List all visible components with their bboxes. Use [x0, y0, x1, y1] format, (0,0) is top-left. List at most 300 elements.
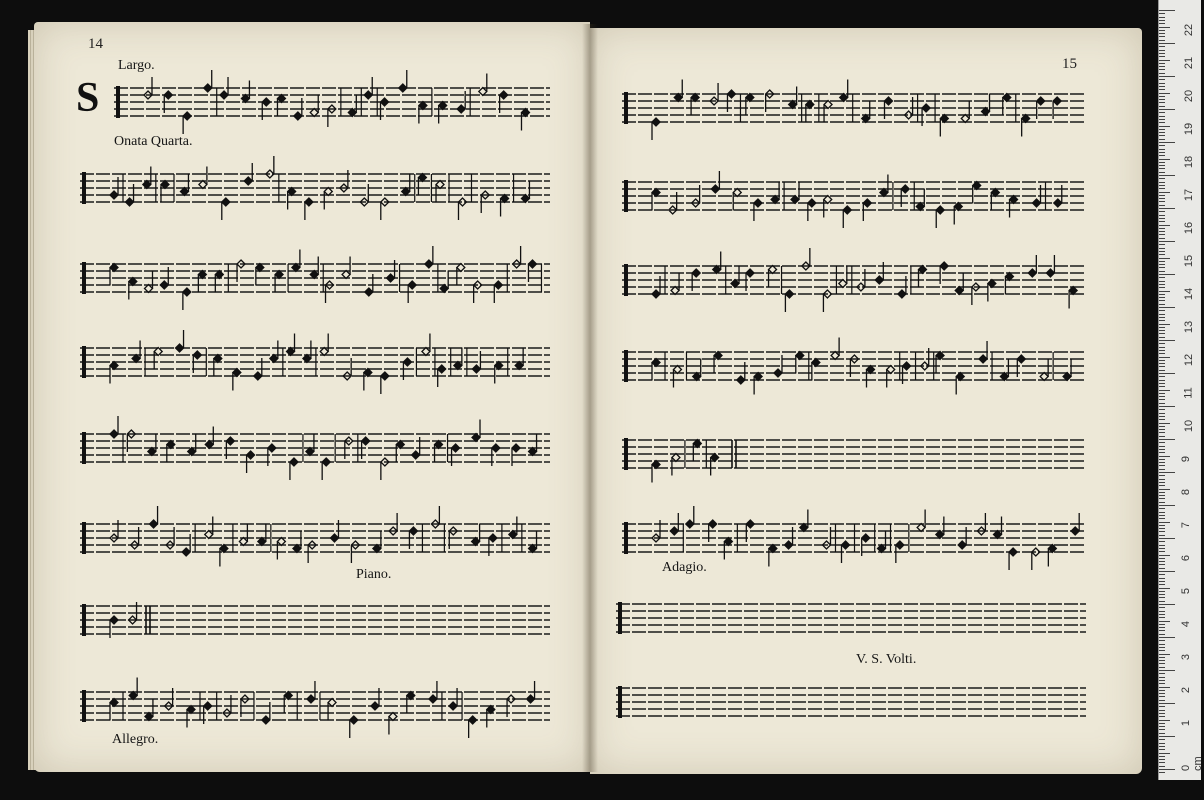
ruler-tick: [1159, 479, 1165, 480]
ruler-tick: [1159, 736, 1175, 737]
ruler-tick: [1159, 459, 1165, 460]
note-head: [364, 91, 372, 99]
ruler-tick: [1159, 17, 1165, 18]
ruler-tick: [1159, 112, 1165, 113]
note-head: [862, 534, 870, 542]
ruler-tick: [1159, 634, 1165, 635]
note-head: [204, 702, 212, 710]
note-head: [737, 376, 745, 384]
ruler-tick: [1159, 149, 1165, 150]
ruler-tick: [1159, 56, 1165, 57]
note-head: [365, 288, 373, 296]
ruler-tick: [1159, 380, 1165, 381]
ruler-label: 11: [1182, 387, 1195, 399]
ruler-tick: [1159, 248, 1165, 249]
ruler-tick: [1159, 429, 1165, 430]
ruler-label: 2: [1180, 686, 1193, 694]
music-staff: [114, 76, 550, 136]
ruler-tick: [1159, 221, 1165, 222]
ruler-tick: [1159, 485, 1165, 486]
ruler-tick: [1159, 393, 1165, 394]
ruler-tick: [1159, 99, 1165, 100]
music-staff: [80, 594, 550, 654]
ruler-tick: [1159, 703, 1175, 704]
decorative-initial: S: [76, 75, 100, 121]
ruler-tick: [1159, 723, 1165, 724]
ruler-tick: [1159, 231, 1165, 232]
note-head: [160, 281, 168, 289]
note-head: [489, 534, 497, 542]
note-head: [457, 105, 465, 113]
ruler-tick: [1159, 769, 1175, 770]
ruler-tick: [1159, 228, 1165, 229]
note-head: [452, 444, 460, 452]
ruler-tick: [1159, 36, 1165, 37]
music-staff: [616, 592, 1086, 652]
clef-mark: [618, 686, 622, 718]
ruler-tick: [1159, 271, 1165, 272]
note-head: [425, 260, 433, 268]
music-staff: [80, 252, 550, 312]
clef-mark: [82, 604, 86, 636]
note-head: [262, 98, 270, 106]
ruler-tick: [1159, 541, 1165, 542]
ruler-tick: [1159, 13, 1165, 14]
ruler-tick: [1159, 310, 1165, 311]
ruler-tick: [1159, 518, 1165, 519]
ruler-tick: [1159, 274, 1175, 275]
ruler-tick: [1159, 317, 1165, 318]
ruler-tick: [1159, 621, 1170, 622]
ruler-tick: [1159, 89, 1165, 90]
ruler-tick: [1159, 63, 1165, 64]
ruler-tick: [1159, 439, 1175, 440]
ruler-tick: [1159, 531, 1165, 532]
note-head: [885, 97, 893, 105]
ruler-tick: [1159, 396, 1165, 397]
ruler-tick: [1159, 73, 1165, 74]
note-head: [1046, 269, 1054, 277]
note-head: [842, 541, 850, 549]
ruler-tick: [1159, 650, 1165, 651]
ruler-tick: [1159, 538, 1175, 539]
sonata-title: Onata Quarta.: [114, 134, 193, 149]
note-head: [512, 444, 520, 452]
ruler-tick: [1159, 155, 1165, 156]
note-head: [126, 198, 134, 206]
note-head: [182, 548, 190, 556]
note-head: [652, 118, 660, 126]
book-gutter: [582, 24, 598, 772]
ruler-tick: [1159, 211, 1165, 212]
ruler-tick: [1159, 225, 1170, 226]
note-head: [449, 702, 457, 710]
ruler-label: 19: [1183, 122, 1196, 136]
ruler-tick: [1159, 294, 1165, 295]
note-head: [922, 104, 930, 112]
ruler-tick: [1159, 693, 1165, 694]
ruler-tick: [1159, 614, 1165, 615]
ruler-label: 7: [1180, 521, 1193, 529]
ruler-tick: [1159, 340, 1175, 341]
ruler-tick: [1159, 617, 1165, 618]
note-head: [686, 520, 694, 528]
note-head: [1054, 199, 1062, 207]
note-head: [1071, 527, 1079, 535]
note-head: [183, 288, 191, 296]
ruler-tick: [1159, 495, 1165, 496]
ruler-tick: [1159, 426, 1165, 427]
note-head: [204, 84, 212, 92]
ruler-tick: [1159, 508, 1165, 509]
note-head: [746, 520, 754, 528]
ruler-tick: [1159, 376, 1165, 377]
marking-adagio: Adagio.: [662, 560, 707, 575]
ruler-tick: [1159, 756, 1165, 757]
note-head: [903, 362, 911, 370]
music-staff: [80, 680, 550, 740]
ruler-tick: [1159, 436, 1165, 437]
ruler-tick: [1159, 261, 1165, 262]
page-number-right: 15: [1062, 56, 1077, 72]
note-head: [362, 437, 370, 445]
ruler-label: 9: [1180, 455, 1193, 463]
music-staff: [622, 170, 1086, 230]
ruler-label: 16: [1183, 221, 1196, 235]
ruler-tick: [1159, 492, 1165, 493]
note-head: [494, 281, 502, 289]
ruler-tick: [1159, 333, 1165, 334]
note-head: [330, 534, 338, 542]
ruler-tick: [1159, 551, 1165, 552]
ruler-tick: [1159, 505, 1175, 506]
ruler-tick: [1159, 175, 1175, 176]
note-head: [176, 344, 184, 352]
music-staff: [622, 340, 1086, 400]
ruler-tick: [1159, 152, 1165, 153]
ruler-tick: [1159, 673, 1165, 674]
ruler-tick: [1159, 258, 1170, 259]
ruler-tick: [1159, 363, 1165, 364]
ruler-tick: [1159, 86, 1165, 87]
note-head: [350, 716, 358, 724]
ruler-tick: [1159, 27, 1170, 28]
ruler-tick: [1159, 251, 1165, 252]
ruler-label: 3: [1180, 653, 1193, 661]
note-head: [438, 365, 446, 373]
ruler-tick: [1159, 126, 1170, 127]
ruler-tick: [1159, 419, 1165, 420]
ruler-tick: [1159, 287, 1165, 288]
ruler-tick: [1159, 284, 1165, 285]
ruler-tick: [1159, 413, 1165, 414]
ruler-tick: [1159, 545, 1165, 546]
note-head: [843, 206, 851, 214]
ruler-tick: [1159, 456, 1170, 457]
note-head: [193, 351, 201, 359]
ruler-tick: [1159, 297, 1165, 298]
ruler-tick: [1159, 93, 1170, 94]
ruler-tick: [1159, 366, 1165, 367]
ruler-tick: [1159, 185, 1165, 186]
ruler-tick: [1159, 555, 1170, 556]
ruler-tick: [1159, 198, 1165, 199]
ruler-tick: [1159, 670, 1175, 671]
volti-subito: V. S. Volti.: [856, 652, 917, 667]
clef-mark: [82, 690, 86, 722]
note-head: [727, 90, 735, 98]
ruler-tick: [1159, 218, 1165, 219]
clef-mark: [624, 438, 628, 470]
note-head: [290, 458, 298, 466]
note-head: [268, 444, 276, 452]
ruler-tick: [1159, 132, 1165, 133]
ruler-tick: [1159, 162, 1165, 163]
note-head: [1028, 269, 1036, 277]
ruler-tick: [1159, 452, 1165, 453]
note-head: [785, 290, 793, 298]
ruler-tick: [1159, 432, 1165, 433]
music-staff: [622, 254, 1086, 314]
ruler-tick: [1159, 195, 1165, 196]
ruler-tick: [1159, 208, 1175, 209]
ruler-tick: [1159, 749, 1165, 750]
clef-mark: [624, 180, 628, 212]
ruler-tick: [1159, 525, 1165, 526]
ruler-tick: [1159, 502, 1165, 503]
note-head: [408, 281, 416, 289]
ruler-tick: [1159, 254, 1165, 255]
ruler-tick: [1159, 168, 1165, 169]
music-staff: [616, 676, 1086, 736]
ruler-tick: [1159, 350, 1165, 351]
ruler-tick: [1159, 710, 1165, 711]
clef-mark: [116, 86, 120, 118]
ruler-label: 20: [1183, 89, 1196, 103]
note-head: [254, 372, 262, 380]
note-head: [381, 98, 389, 106]
note-head: [110, 191, 118, 199]
music-staff: [622, 428, 1086, 488]
ruler-tick: [1159, 683, 1165, 684]
ruler-label: 4: [1180, 620, 1193, 628]
ruler-tick: [1159, 696, 1165, 697]
tempo-largo: Largo.: [118, 58, 155, 73]
clef-mark: [82, 346, 86, 378]
ruler-tick: [1159, 558, 1165, 559]
note-head: [220, 91, 228, 99]
ruler-tick: [1159, 469, 1165, 470]
ruler-tick: [1159, 601, 1165, 602]
music-staff: [80, 422, 550, 482]
note-head: [412, 451, 420, 459]
ruler-tick: [1159, 607, 1165, 608]
ruler-tick: [1159, 535, 1165, 536]
ruler-tick: [1159, 324, 1170, 325]
ruler-tick: [1159, 304, 1165, 305]
note-head: [381, 372, 389, 380]
ruler-tick: [1159, 159, 1170, 160]
music-staff: [80, 162, 550, 222]
note-head: [979, 355, 987, 363]
music-staff: [622, 82, 1086, 142]
ruler-tick: [1159, 353, 1165, 354]
ruler-tick: [1159, 716, 1165, 717]
ruler-tick: [1159, 713, 1165, 714]
note-head: [262, 716, 270, 724]
ruler-tick: [1159, 446, 1165, 447]
ruler-tick: [1159, 30, 1165, 31]
marking-piano: Piano.: [356, 567, 392, 582]
note-head: [247, 451, 255, 459]
ruler-tick: [1159, 281, 1165, 282]
note-head: [754, 199, 762, 207]
ruler-label: 8: [1180, 488, 1193, 496]
ruler-tick: [1159, 762, 1165, 763]
note-head: [863, 199, 871, 207]
ruler-tick: [1159, 205, 1165, 206]
note-head: [492, 444, 500, 452]
ruler-tick: [1159, 657, 1165, 658]
ruler-tick: [1159, 743, 1165, 744]
note-head: [150, 520, 158, 528]
note-head: [785, 541, 793, 549]
ruler-tick: [1159, 594, 1165, 595]
ruler-label: 17: [1183, 188, 1196, 202]
ruler-tick: [1159, 330, 1165, 331]
ruler-tick: [1159, 680, 1165, 681]
music-staff: [80, 512, 550, 572]
ruler-tick: [1159, 654, 1170, 655]
note-head: [110, 616, 118, 624]
note-head: [429, 695, 437, 703]
ruler-label: 21: [1183, 56, 1196, 70]
clef-mark: [618, 602, 622, 634]
ruler-tick: [1159, 76, 1175, 77]
ruler-tick: [1159, 129, 1165, 130]
music-staff: [80, 336, 550, 396]
ruler-tick: [1159, 96, 1165, 97]
ruler-tick: [1159, 442, 1165, 443]
ruler-tick: [1159, 178, 1165, 179]
ruler-tick: [1159, 172, 1165, 173]
ruler-tick: [1159, 409, 1165, 410]
ruler-tick: [1159, 201, 1165, 202]
ruler-label: 18: [1183, 155, 1196, 169]
ruler-tick: [1159, 746, 1165, 747]
ruler-tick: [1159, 373, 1175, 374]
ruler-tick: [1159, 135, 1165, 136]
ruler-tick: [1159, 630, 1165, 631]
ruler-tick: [1159, 106, 1165, 107]
marking-allegro: Allegro.: [112, 732, 159, 747]
ruler-tick: [1159, 165, 1165, 166]
ruler-tick: [1159, 772, 1165, 773]
note-head: [898, 290, 906, 298]
ruler-tick: [1159, 234, 1165, 235]
ruler-tick: [1159, 706, 1165, 707]
ruler-tick: [1159, 327, 1165, 328]
ruler-tick: [1159, 700, 1165, 701]
ruler-tick: [1159, 406, 1175, 407]
ruler-tick: [1159, 571, 1175, 572]
ruler-tick: [1159, 403, 1165, 404]
ruler-label: 1: [1180, 719, 1193, 727]
ruler-tick: [1159, 462, 1165, 463]
ruler-label: 12: [1183, 353, 1196, 367]
note-head: [472, 365, 480, 373]
ruler-tick: [1159, 581, 1165, 582]
clef-mark: [82, 432, 86, 464]
ruler-tick: [1159, 116, 1165, 117]
ruler-tick: [1159, 79, 1165, 80]
ruler-tick: [1159, 733, 1165, 734]
note-head: [500, 91, 508, 99]
note-head: [305, 198, 313, 206]
ruler-tick: [1159, 561, 1165, 562]
note-head: [896, 541, 904, 549]
note-head: [746, 269, 754, 277]
ruler-tick: [1159, 604, 1175, 605]
ruler-tick: [1159, 766, 1165, 767]
ruler-tick: [1159, 102, 1165, 103]
ruler-tick: [1159, 644, 1165, 645]
ruler-tick: [1159, 753, 1170, 754]
note-head: [1009, 548, 1017, 556]
ruler-tick: [1159, 512, 1165, 513]
ruler-tick: [1159, 267, 1165, 268]
ruler-tick: [1159, 739, 1165, 740]
note-head: [183, 112, 191, 120]
ruler-tick: [1159, 498, 1165, 499]
ruler-tick: [1159, 591, 1165, 592]
clef-mark: [82, 172, 86, 204]
ruler-label: 0 cm: [1180, 756, 1204, 771]
ruler-label: 13: [1183, 320, 1196, 334]
note-head: [110, 430, 118, 438]
note-head: [670, 527, 678, 535]
ruler-tick: [1159, 370, 1165, 371]
ruler-tick: [1159, 660, 1165, 661]
ruler-tick: [1159, 142, 1175, 143]
ruler-tick: [1159, 548, 1165, 549]
ruler-tick: [1159, 20, 1165, 21]
ruler-tick: [1159, 347, 1165, 348]
ruler-tick: [1159, 383, 1165, 384]
ruler-tick: [1159, 244, 1165, 245]
ruler-tick: [1159, 23, 1165, 24]
ruler-label: 15: [1183, 254, 1196, 268]
note-head: [808, 199, 816, 207]
ruler-tick: [1159, 677, 1165, 678]
note-head: [244, 177, 252, 185]
note-head: [711, 185, 719, 193]
ruler-tick: [1159, 314, 1165, 315]
ruler-label: 22: [1183, 23, 1196, 37]
ruler-tick: [1159, 729, 1165, 730]
ruler-tick: [1159, 568, 1165, 569]
note-head: [399, 84, 407, 92]
ruler-tick: [1159, 627, 1165, 628]
ruler-tick: [1159, 390, 1170, 391]
ruler-tick: [1159, 759, 1165, 760]
ruler-label: 14: [1183, 287, 1196, 301]
ruler-tick: [1159, 564, 1165, 565]
ruler-tick: [1159, 386, 1165, 387]
note-head: [409, 527, 417, 535]
ruler-tick: [1159, 83, 1165, 84]
ruler-tick: [1159, 465, 1165, 466]
